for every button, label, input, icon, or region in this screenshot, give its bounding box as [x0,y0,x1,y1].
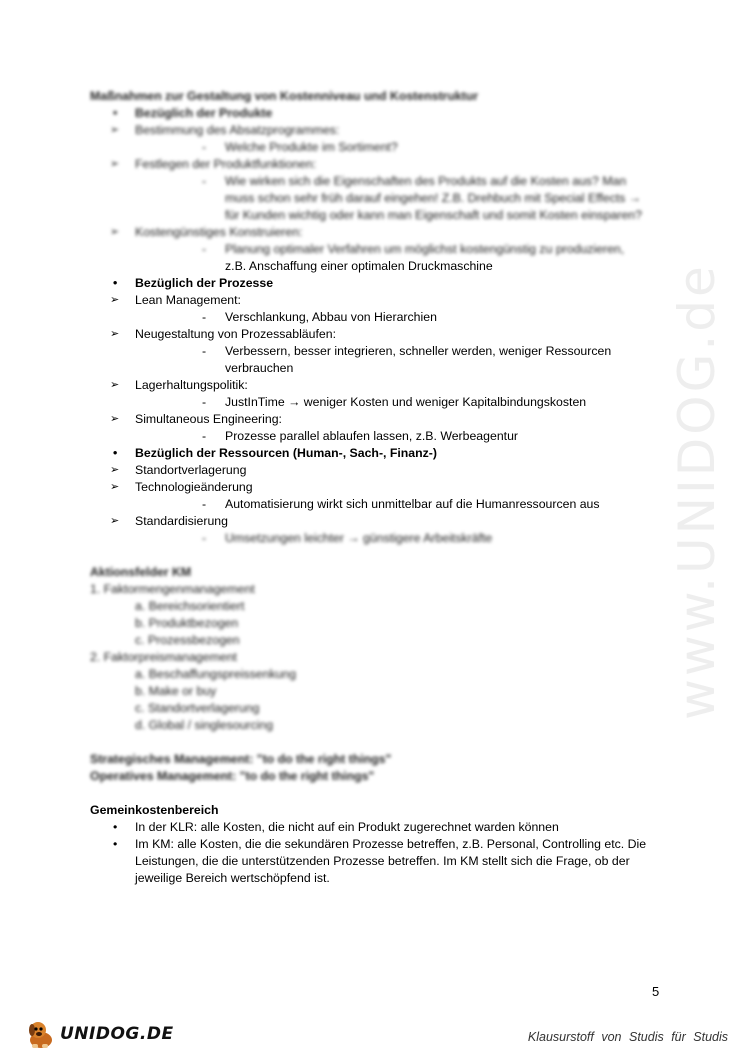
section-title: Maßnahmen zur Gestaltung von Kostenniveau und Kostenstruktur [90,89,479,103]
list-item: ➢ Simultaneous Engineering: [110,412,282,426]
arrow-bullet-icon: ➢ [110,328,120,340]
sub-item-cont: verbrauchen [225,361,294,375]
list-item-cont: Leistungen, die die unterstützenden Prozesse betreffen. Im KM stellt sich die Frage, ob der [135,854,630,868]
list-item: • In der KLR: alle Kosten, die nicht auf ein Produkt zugerechnet warden können [113,820,559,834]
list-item: • Im KM: alle Kosten, die die sekundären Prozesse betreffen, z.B. Personal, Controlling etc. Die [113,837,647,851]
footer-tagline: Klausurstoff von Studis für Studis [527,1030,728,1044]
sub-item: - Welche Produkte im Sortiment? [202,140,398,154]
arrow-bullet-icon: ➢ [110,464,120,476]
sub-item: - Automatisierung wirkt sich unmittelbar auf die Humanressourcen aus [202,497,600,511]
page-content [90,88,670,887]
bullet-heading-produkte: • Bezüglich der Produkte [113,106,273,120]
bullet-icon: • [113,820,118,834]
bullet-icon: • [113,446,118,460]
sub-item: - Verschlankung, Abbau von Hierarchien [202,310,437,324]
bullet-icon: • [113,106,118,120]
numbered-item: 1. Faktormengenmanagement [90,582,255,596]
dog-icon [26,1018,58,1050]
arrow-bullet-icon: ➢ [110,515,120,527]
lettered-item: d. Global / singlesourcing [135,718,274,732]
list-item: ➢ Neugestaltung von Prozessabläufen: [110,327,336,341]
arrow-bullet-icon: ➢ [110,226,120,238]
section-title: Gemeinkostenbereich [90,803,219,817]
watermark-text: www.UNIDOG.de [668,263,726,720]
lettered-item: b. Make or buy [135,684,217,698]
sub-item-cont: muss schon sehr früh darauf eingehen! Z.B. Drehbuch mit Special Effects → [225,191,642,205]
brand-text: UNIDOG.DE [60,1024,174,1044]
section-title: Aktionsfelder KM [90,565,192,579]
sub-item: - Umsetzungen leichter → günstigere Arbeitskräfte [202,531,493,545]
list-item: ➢ Technologieänderung [110,480,253,494]
list-item: ➢ Lagerhaltungspolitik: [110,378,248,392]
list-item: ➢ Kostengünstiges Konstruieren: [110,225,303,239]
sub-item: - Planung optimaler Verfahren um möglichst kostengünstig zu produzieren, [202,242,625,256]
numbered-item: 2. Faktorpreismanagement [90,650,237,664]
unidog-logo [26,1018,174,1050]
bullet-icon: • [113,276,118,290]
sub-item-cont: z.B. Anschaffung einer optimalen Druckmaschine [225,259,493,273]
list-item-cont: jeweilige Bereich wertschöpfend ist. [135,871,330,885]
sub-item: - Wie wirken sich die Eigenschaften des Produkts auf die Kosten aus? Man [202,174,627,188]
bullet-icon: • [113,837,118,851]
arrow-bullet-icon: ➢ [110,158,120,170]
lettered-item: b. Produktbezogen [135,616,239,630]
list-item: ➢ Festlegen der Produktfunktionen: [110,157,317,171]
list-item: ➢ Lean Management: [110,293,241,307]
management-line: Strategisches Management: "to do the right things" [90,752,392,766]
arrow-bullet-icon: ➢ [110,124,120,136]
list-item: ➢ Standortverlagerung [110,463,247,477]
list-item: ➢ Bestimmung des Absatzprogrammes: [110,123,340,137]
list-item: ➢ Standardisierung [110,514,228,528]
arrow-bullet-icon: ➢ [110,413,120,425]
sub-item: - Prozesse parallel ablaufen lassen, z.B. Werbeagentur [202,429,519,443]
management-line: Operatives Management: "to do the right things" [90,769,375,783]
lettered-item: a. Beschaffungspreissenkung [135,667,297,681]
lettered-item: c. Prozessbezogen [135,633,240,647]
page-number: 5 [652,984,660,999]
arrow-bullet-icon: ➢ [110,379,120,391]
sub-item-cont: für Kunden wichtig oder kann man Eigenschaft und somit Kosten einsparen? [225,208,642,222]
bullet-heading-prozesse: • Bezüglich der Prozesse [113,276,274,290]
lettered-item: a. Bereichsorientiert [135,599,245,613]
bullet-heading-ressourcen: • Bezüglich der Ressourcen (Human-, Sach-, Finanz-) [113,446,438,460]
arrow-bullet-icon: ➢ [110,294,120,306]
lettered-item: c. Standortverlagerung [135,701,260,715]
sub-item: - JustInTime → weniger Kosten und weniger Kapitalbindungskosten [202,395,587,409]
arrow-bullet-icon: ➢ [110,481,120,493]
sub-item: - Verbessern, besser integrieren, schneller werden, weniger Ressourcen [202,344,612,358]
